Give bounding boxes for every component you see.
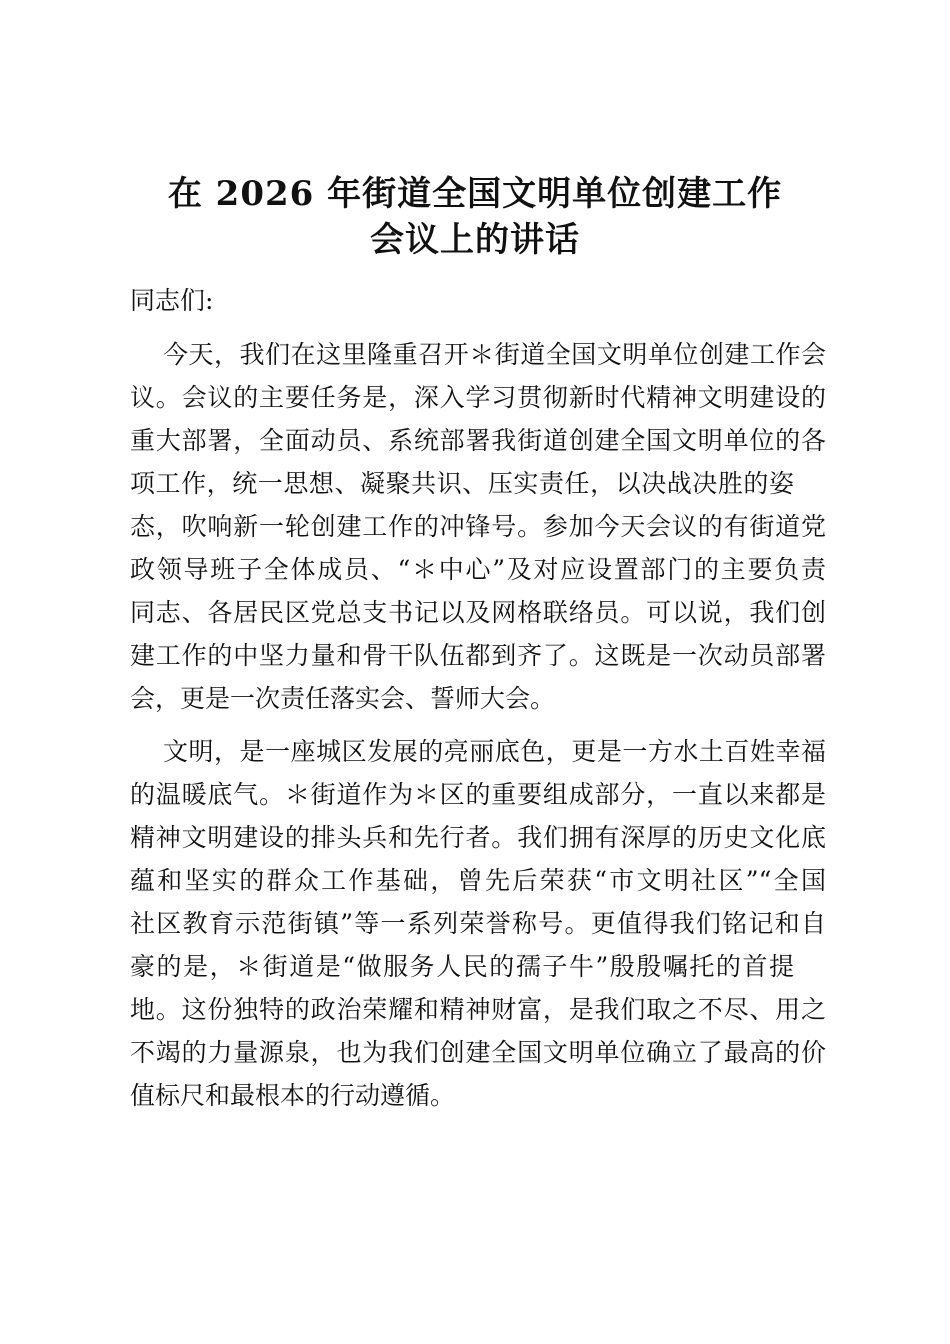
paragraph-2-line: 的温暖底气。＊街道作为＊区的重要组成部分，一直以来都是 — [130, 780, 826, 809]
paragraph-1-line: 政领导班子全体成员、“＊中心”及对应设置部门的主要负责 — [130, 555, 826, 584]
paragraph-1-line: 会，更是一次责任落实会、誓师大会。 — [130, 684, 556, 713]
paragraph-2-line: 文明，是一座城区发展的亮丽底色，更是一方水土百姓幸福 — [163, 737, 826, 766]
document-title-line-1: 在 2026 年街道全国文明单位创建工作 — [167, 174, 783, 214]
paragraph-2-line: 精神文明建设的排头兵和先行者。我们拥有深厚的历史文化底 — [130, 823, 826, 852]
paragraph-2-line: 地。这份独特的政治荣耀和精神财富，是我们取之不尽、用之 — [130, 995, 826, 1024]
paragraph-1-line: 同志、各居民区党总支书记以及网格联络员。可以说，我们创 — [130, 598, 826, 627]
paragraph-2-line: 不竭的力量源泉，也为我们创建全国文明单位确立了最高的价 — [130, 1038, 826, 1067]
paragraph-2-line: 社区教育示范街镇”等一系列荣誉称号。更值得我们铭记和自 — [130, 909, 826, 938]
paragraph-1-line: 重大部署，全面动员、系统部署我街道创建全国文明单位的各 — [130, 426, 826, 455]
salutation: 同志们: — [130, 286, 214, 315]
paragraph-2-line: 豪的是，＊街道是“做服务人民的孺子牛”殷殷嘱托的首提 — [130, 952, 794, 981]
paragraph-2-line: 蕴和坚实的群众工作基础，曾先后荣获“市文明社区”“全国 — [130, 866, 826, 895]
paragraph-1-line: 议。会议的主要任务是，深入学习贯彻新时代精神文明建设的 — [130, 383, 826, 412]
paragraph-2-line: 值标尺和最根本的行动遵循。 — [130, 1081, 456, 1110]
paragraph-1-line: 项工作，统一思想、凝聚共识、压实责任，以决战决胜的姿 — [130, 469, 794, 498]
paragraph-1-line: 态，吹响新一轮创建工作的冲锋号。参加今天会议的有街道党 — [130, 512, 826, 541]
paragraph-1-line: 今天，我们在这里隆重召开＊街道全国文明单位创建工作会 — [163, 340, 826, 369]
document-title-line-2: 会议上的讲话 — [370, 220, 580, 260]
paragraph-1-line: 建工作的中坚力量和骨干队伍都到齐了。这既是一次动员部署 — [130, 641, 826, 670]
